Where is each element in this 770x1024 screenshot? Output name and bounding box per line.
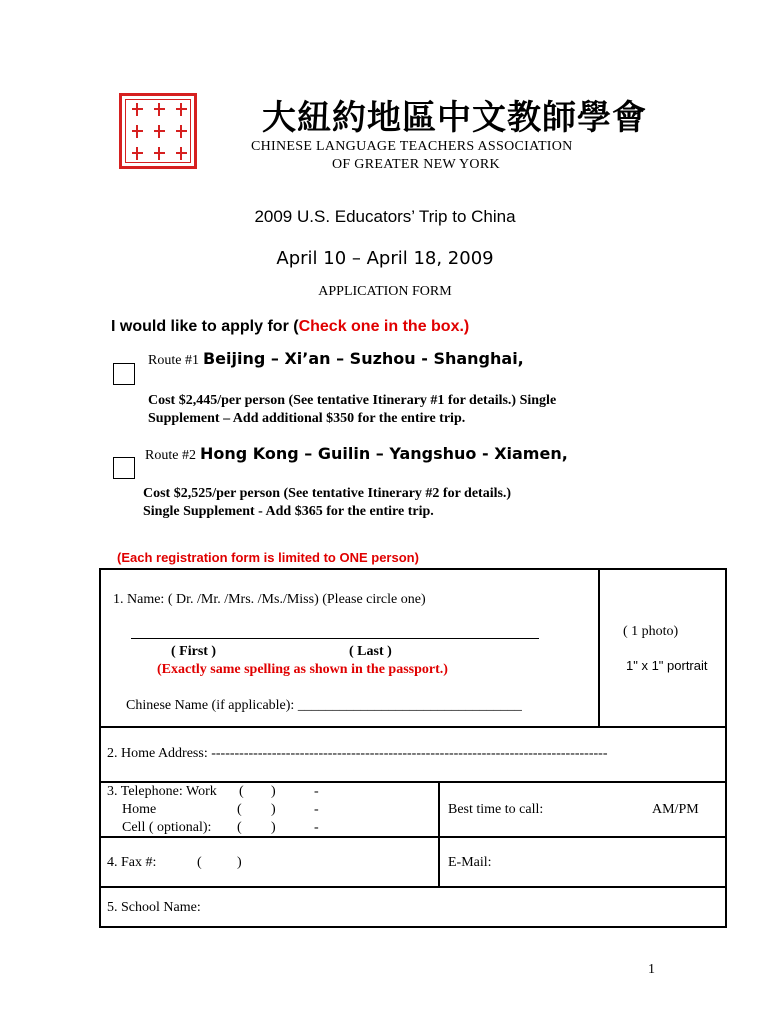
home-area-open: ( [237, 802, 242, 817]
route-2-checkbox[interactable] [113, 457, 135, 479]
row-divider [101, 886, 725, 888]
route-1-label: Route #1 [148, 353, 199, 368]
photo-size-label: 1" x 1" portrait [626, 658, 708, 673]
passport-spelling-note: (Exactly same spelling as shown in the passport.) [157, 662, 448, 677]
telephone-work-label: 3. Telephone: Work [107, 784, 217, 799]
association-name-line2: OF GREATER NEW YORK [332, 157, 500, 172]
apply-instruction [111, 318, 469, 336]
fax-area-open: ( [197, 855, 202, 870]
page-number: 1 [648, 962, 655, 977]
row-divider [101, 726, 725, 728]
seal-glyph [130, 124, 145, 139]
seal-glyph [174, 102, 189, 117]
ampm-label: AM/PM [652, 802, 699, 817]
seal-glyph [174, 146, 189, 161]
row-divider [101, 836, 725, 838]
apply-highlight: Check one in the box.) [298, 318, 470, 335]
work-dash: - [314, 784, 319, 799]
application-form-table [99, 568, 727, 928]
fax-label: 4. Fax #: [107, 855, 157, 870]
apply-prefix: I would like to apply for ( [111, 318, 299, 335]
row-divider [101, 781, 725, 783]
telephone-cell-label: Cell ( optional): [122, 820, 212, 835]
route-2-name: Hong Kong – Guilin – Yangshuo - Xiamen [199, 444, 562, 463]
home-area-close: ) [271, 802, 276, 817]
seal-glyph [130, 102, 145, 117]
best-time-label: Best time to call: [448, 802, 544, 817]
association-seal [119, 93, 197, 169]
name-label: 1. Name: ( Dr. /Mr. /Mrs. /Ms./Miss) (Please circle one) [113, 592, 426, 607]
route-1-heading [148, 349, 524, 369]
seal-glyph [174, 124, 189, 139]
route-1-suffix: , [517, 349, 524, 368]
cell-dash: - [314, 820, 319, 835]
association-name-line1: CHINESE LANGUAGE TEACHERS ASSOCIATION [251, 139, 573, 154]
route-2-label: Route #2 [145, 448, 196, 463]
photo-count-label: ( 1 photo) [623, 624, 679, 639]
seal-glyph [152, 124, 167, 139]
seal-glyph [152, 102, 167, 117]
home-dash: - [314, 802, 319, 817]
form-title: APPLICATION FORM [318, 284, 452, 299]
trip-title: 2009 U.S. Educators’ Trip to China [254, 207, 516, 226]
fax-area-close: ) [237, 855, 242, 870]
cell-area-close: ) [271, 820, 276, 835]
home-address-field[interactable]: 2. Home Address: ------------------------------------------------------------------------------------- [107, 746, 608, 761]
route-2-cost-line1: Cost $2,525/per person (See tentative Itinerary #2 for details.) [143, 486, 512, 501]
email-label: E-Mail: [448, 855, 492, 870]
cell-area-open: ( [237, 820, 242, 835]
work-area-open: ( [239, 784, 244, 799]
route-2-heading [145, 444, 568, 464]
chinese-name-field[interactable]: Chinese Name (if applicable): ________________________________ [126, 698, 522, 713]
school-name-label: 5. School Name: [107, 900, 201, 915]
route-2-suffix: , [561, 444, 568, 463]
seal-glyph [130, 146, 145, 161]
column-divider [438, 781, 440, 886]
route-2-cost-line2: Single Supplement - Add $365 for the entire trip. [143, 504, 434, 519]
route-1-name: Beijing – Xi’an – Suzhou - Shanghai [202, 349, 518, 368]
registration-limit-note: (Each registration form is limited to ONE person) [117, 550, 419, 565]
last-name-label: ( Last ) [349, 644, 392, 659]
work-area-close: ) [271, 784, 276, 799]
first-name-label: ( First ) [171, 644, 217, 659]
seal-glyph [152, 146, 167, 161]
photo-divider [598, 570, 600, 726]
trip-dates: April 10 – April 18, 2009 [276, 248, 494, 269]
route-1-cost-line2: Supplement – Add additional $350 for the entire trip. [148, 411, 466, 426]
route-1-cost-line1: Cost $2,445/per person (See tentative Itinerary #1 for details.) Single [148, 393, 557, 408]
name-input-line[interactable] [131, 638, 539, 639]
route-1-checkbox[interactable] [113, 363, 135, 385]
telephone-home-label: Home [122, 802, 157, 817]
chinese-association-title: 大紐約地區中文教師學會 [262, 98, 647, 138]
